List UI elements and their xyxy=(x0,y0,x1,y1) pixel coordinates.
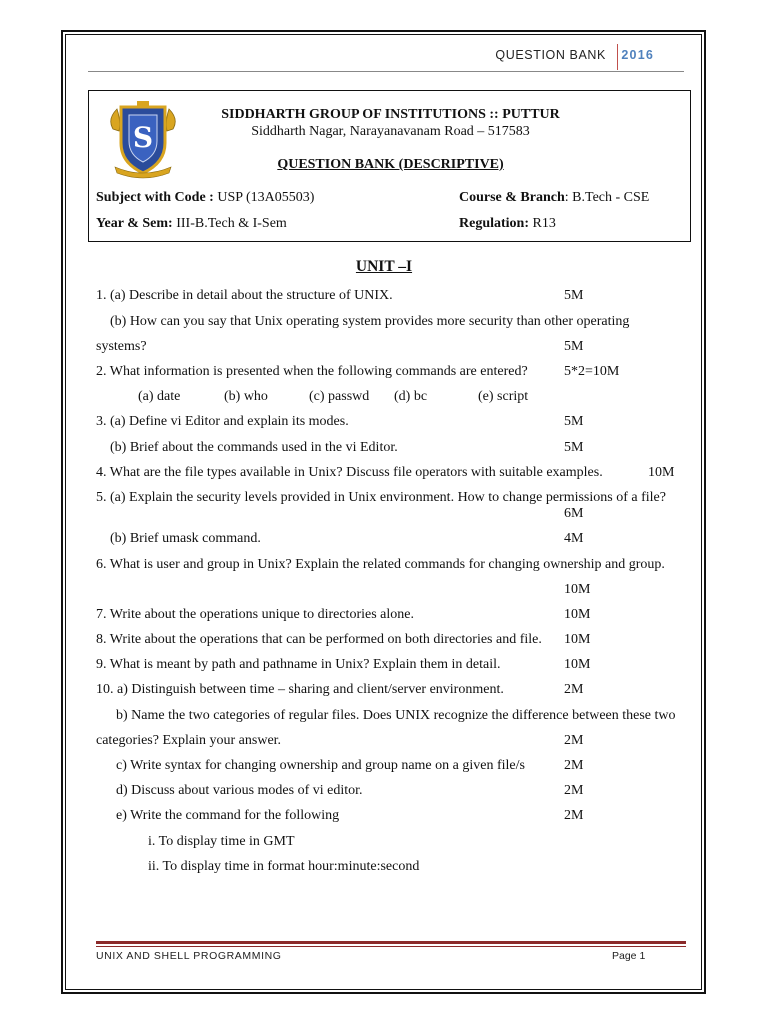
institution-name: SIDDHARTH GROUP OF INSTITUTIONS :: PUTTUR xyxy=(221,107,560,122)
footer-rule-thin xyxy=(96,946,686,947)
regulation-label: Regulation: xyxy=(459,216,529,231)
marks-label: 5M xyxy=(564,440,584,455)
command-option: (c) passwd xyxy=(309,389,370,404)
question-line: 3. (a) Define vi Editor and explain its modes. xyxy=(96,414,349,429)
marks-label: 5M xyxy=(564,288,584,303)
marks-label: 5M xyxy=(564,339,584,354)
subject-value: USP (13A05503) xyxy=(213,190,315,205)
regulation-row xyxy=(459,216,556,232)
question-line: 5. (a) Explain the security levels provided in Unix environment. How to change permissions of a file? xyxy=(96,490,666,505)
subject-label: Subject with Code : xyxy=(96,190,214,205)
institution-address: Siddharth Nagar, Narayanavanam Road – 517583 xyxy=(251,124,530,139)
regulation-value: R13 xyxy=(529,216,556,231)
header-rule xyxy=(88,71,684,72)
year-value: III-B.Tech & I-Sem xyxy=(172,216,287,231)
course-row xyxy=(459,190,649,206)
marks-label: 10M xyxy=(564,607,591,622)
question-line: systems? xyxy=(96,339,147,354)
question-line: 2. What information is presented when the following commands are entered? xyxy=(96,364,528,379)
marks-label: 2M xyxy=(564,758,584,773)
header-year: 2016 xyxy=(621,48,654,62)
subject-row xyxy=(96,190,314,206)
footer-rule xyxy=(96,941,686,944)
question-line: d) Discuss about various modes of vi editor. xyxy=(116,783,363,798)
marks-label: 10M xyxy=(564,582,591,597)
unit-title: UNIT –I xyxy=(355,258,413,275)
question-line: (b) How can you say that Unix operating system provides more security than other operating xyxy=(110,314,630,329)
course-label: Course & Branch xyxy=(459,190,565,205)
question-line: 10. a) Distinguish between time – sharing and client/server environment. xyxy=(96,682,504,697)
marks-label: 2M xyxy=(564,808,584,823)
header-separator xyxy=(617,44,618,70)
year-row xyxy=(96,216,287,232)
question-line: categories? Explain your answer. xyxy=(96,733,282,748)
footer-page-number: Page 1 xyxy=(612,950,646,962)
question-line: 9. What is meant by path and pathname in Unix? Explain them in detail. xyxy=(96,657,501,672)
question-line: 4. What are the file types available in Unix? Discuss file operators with suitable examples. xyxy=(96,465,603,480)
marks-label: 4M xyxy=(564,531,584,546)
question-line: (b) Brief umask command. xyxy=(110,531,261,546)
institution-box xyxy=(88,90,691,242)
svg-text:S: S xyxy=(132,121,154,154)
document-title: QUESTION BANK (DESCRIPTIVE) xyxy=(277,157,504,172)
question-line: b) Name the two categories of regular files. Does UNIX recognize the difference between these two xyxy=(116,708,676,723)
marks-label: 6M xyxy=(564,506,584,521)
question-line: 8. Write about the operations that can be performed on both directories and file. xyxy=(96,632,542,647)
question-line: e) Write the command for the following xyxy=(116,808,340,823)
question-line: i. To display time in GMT xyxy=(148,834,295,849)
marks-label: 5*2=10M xyxy=(564,364,620,379)
running-header xyxy=(88,44,684,72)
marks-label: 2M xyxy=(564,733,584,748)
course-value: : B.Tech - CSE xyxy=(564,190,650,205)
question-line: c) Write syntax for changing ownership and group name on a given file/s xyxy=(116,758,525,773)
command-option: (d) bc xyxy=(394,389,428,404)
command-option: (b) who xyxy=(224,389,268,404)
question-line: 6. What is user and group in Unix? Explain the related commands for changing ownership and group. xyxy=(96,557,665,572)
marks-label: 5M xyxy=(564,414,584,429)
question-line: 1. (a) Describe in detail about the structure of UNIX. xyxy=(96,288,393,303)
year-label: Year & Sem: xyxy=(96,216,173,231)
marks-label: 10M xyxy=(564,657,591,672)
header-title: QUESTION BANK xyxy=(495,48,606,62)
question-line: ii. To display time in format hour:minute:second xyxy=(148,859,420,874)
marks-label: 2M xyxy=(564,682,584,697)
command-option: (a) date xyxy=(138,389,181,404)
footer-subject: UNIX AND SHELL PROGRAMMING xyxy=(96,950,282,962)
marks-label: 10M xyxy=(648,465,675,480)
question-line: (b) Brief about the commands used in the vi Editor. xyxy=(110,440,398,455)
command-option: (e) script xyxy=(478,389,529,404)
marks-label: 2M xyxy=(564,783,584,798)
question-line: 7. Write about the operations unique to directories alone. xyxy=(96,607,414,622)
marks-label: 10M xyxy=(564,632,591,647)
